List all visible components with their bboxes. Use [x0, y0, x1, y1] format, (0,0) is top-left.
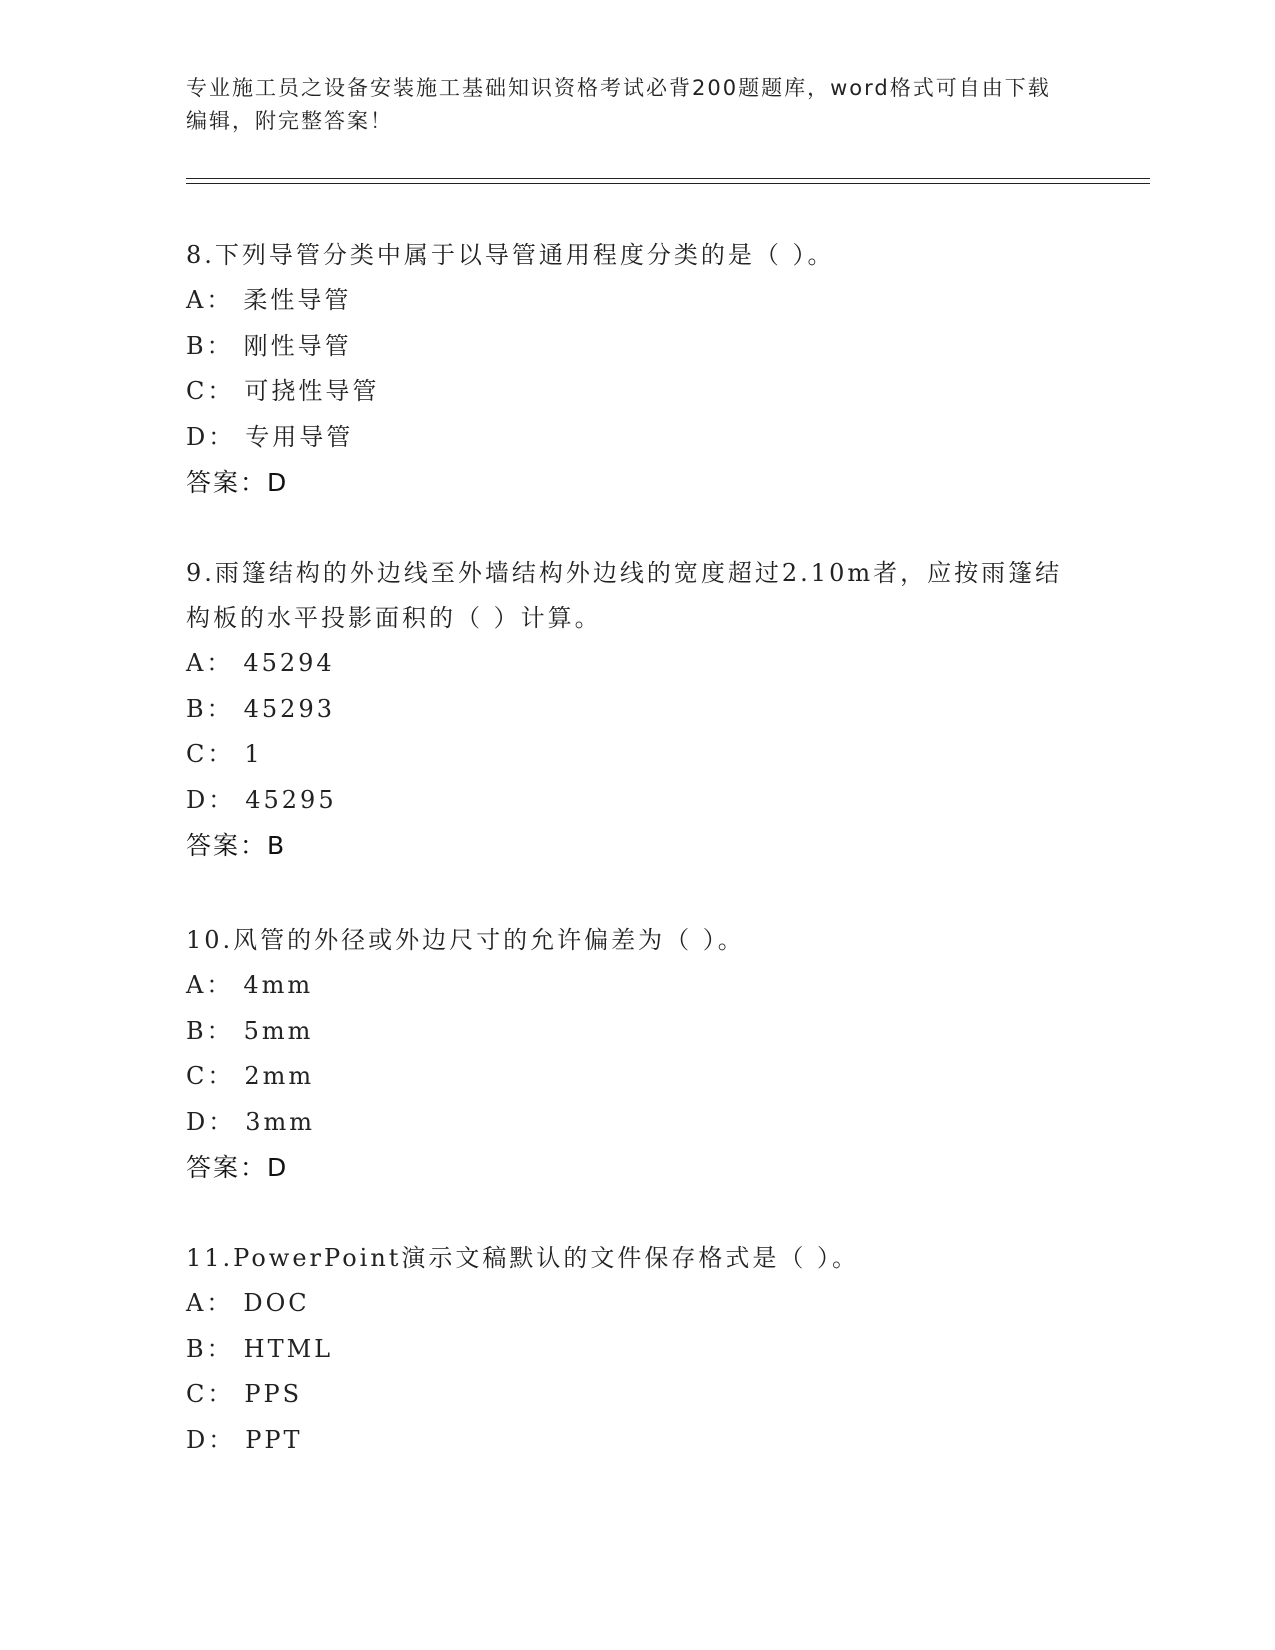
question-stem: 9.雨篷结构的外边线至外墙结构外边线的宽度超过2.10m者，应按雨篷结构板的水平投影面积的（ ）计算。 — [186, 559, 1063, 632]
option-c — [186, 369, 1066, 415]
option-text: PPS — [244, 1380, 303, 1408]
option-letter: B： — [186, 331, 234, 360]
option-b — [186, 1009, 1066, 1055]
option-c — [186, 732, 1066, 778]
question-11 — [186, 1236, 1066, 1463]
option-d — [186, 415, 1066, 461]
option-d — [186, 1100, 1066, 1146]
option-b — [186, 1327, 1066, 1373]
answer-line: 答案：D — [186, 1153, 289, 1182]
header-divider-bottom — [186, 183, 1150, 184]
option-b — [186, 324, 1066, 370]
option-letter: C： — [186, 377, 235, 405]
answer-line: 答案：D — [186, 468, 289, 497]
option-letter: B： — [186, 694, 234, 723]
option-letter: D： — [186, 422, 236, 451]
option-text: PPT — [245, 1425, 303, 1454]
option-letter: A： — [186, 286, 234, 314]
option-c — [186, 1054, 1066, 1100]
option-letter: A： — [186, 971, 234, 999]
option-letter: A： — [186, 649, 234, 677]
option-text: 4mm — [243, 971, 314, 999]
option-text: DOC — [243, 1289, 310, 1317]
option-letter: A： — [186, 1289, 234, 1317]
option-a — [186, 1281, 1066, 1327]
option-c — [186, 1372, 1066, 1418]
option-text: 可挠性导管 — [244, 377, 380, 405]
question-stem: 11.PowerPoint演示文稿默认的文件保存格式是（ ）。 — [186, 1244, 860, 1272]
option-text: 45294 — [243, 649, 335, 677]
option-text: 1 — [244, 740, 263, 768]
option-b — [186, 687, 1066, 733]
option-a — [186, 278, 1066, 324]
option-text: 柔性导管 — [243, 286, 352, 314]
option-text: 45295 — [245, 785, 337, 814]
question-8 — [186, 233, 1066, 506]
option-text: 专用导管 — [245, 422, 354, 451]
question-10 — [186, 918, 1066, 1191]
option-d — [186, 778, 1066, 824]
option-letter: B： — [186, 1334, 234, 1363]
question-stem: 8.下列导管分类中属于以导管通用程度分类的是（ ）。 — [186, 241, 835, 269]
question-9 — [186, 551, 1066, 869]
option-letter: D： — [186, 1425, 236, 1454]
option-a — [186, 641, 1066, 687]
option-text: 5mm — [243, 1016, 314, 1045]
option-letter: D： — [186, 1107, 236, 1136]
option-letter: C： — [186, 1062, 235, 1090]
option-text: HTML — [243, 1334, 334, 1363]
option-text: 45293 — [243, 694, 335, 723]
option-a — [186, 963, 1066, 1009]
option-text: 2mm — [244, 1062, 315, 1090]
option-letter: C： — [186, 1380, 235, 1408]
option-letter: C： — [186, 740, 235, 768]
document-header: 专业施工员之设备安装施工基础知识资格考试必背200题题库，word格式可自由下载编辑，附完整答案！ — [186, 76, 1051, 133]
option-text: 3mm — [245, 1107, 316, 1136]
answer-line: 答案：B — [186, 831, 287, 860]
option-letter: D： — [186, 785, 236, 814]
option-d — [186, 1418, 1066, 1464]
option-letter: B： — [186, 1016, 234, 1045]
question-stem: 10.风管的外径或外边尺寸的允许偏差为（ ）。 — [186, 926, 745, 954]
header-divider-top — [186, 178, 1150, 179]
option-text: 刚性导管 — [243, 331, 352, 360]
